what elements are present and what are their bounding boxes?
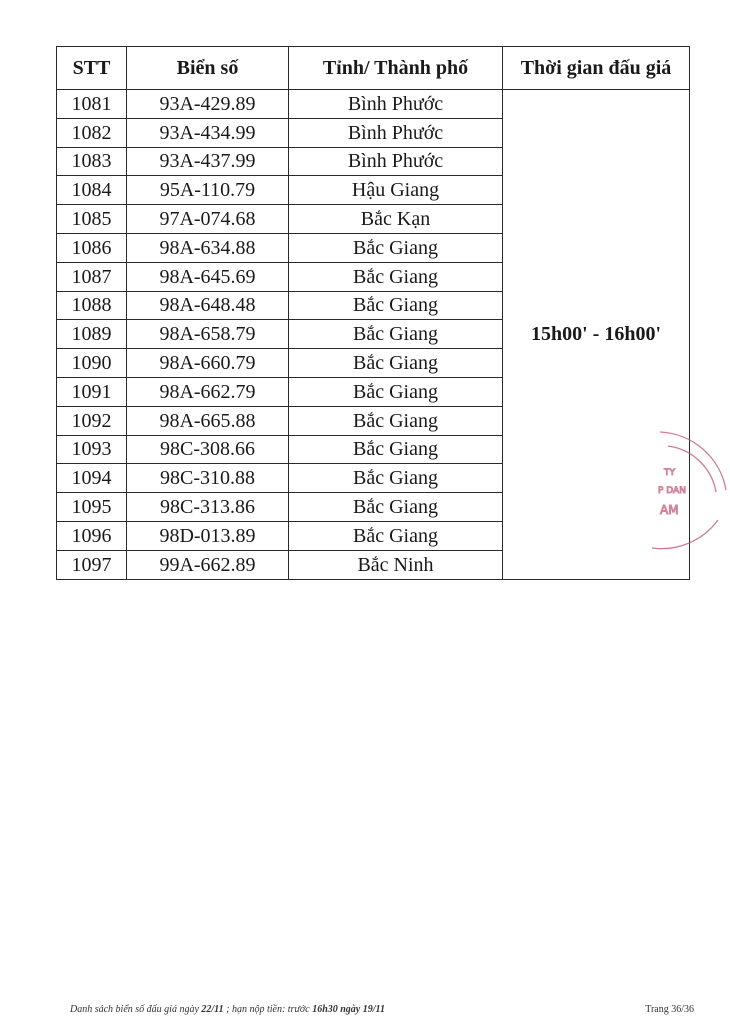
cell-stt: 1085	[57, 205, 127, 234]
footer-date: 22/11	[201, 1004, 224, 1015]
page-number: Trang 36/36	[645, 1004, 694, 1015]
cell-plate: 98A-662.79	[127, 377, 289, 406]
cell-auction-time: 15h00' - 16h00'	[503, 90, 690, 580]
cell-plate: 98A-648.48	[127, 291, 289, 320]
cell-stt: 1089	[57, 320, 127, 349]
footer-middle: ; hạn nộp tiền: trước	[223, 1004, 313, 1015]
stamp-mark: AM	[660, 503, 679, 517]
stamp-mark: TY	[664, 468, 675, 478]
cell-plate: 98A-634.88	[127, 233, 289, 262]
cell-stt: 1090	[57, 349, 127, 378]
cell-plate: 97A-074.68	[127, 205, 289, 234]
stamp-arc-bottom	[652, 520, 718, 549]
plate-auction-table	[56, 46, 690, 580]
company-seal-stamp	[648, 420, 730, 570]
stamp-mark: P DAN	[658, 486, 686, 496]
cell-province: Bắc Giang	[289, 262, 503, 291]
cell-stt: 1081	[57, 90, 127, 119]
header-time: Thời gian đấu giá	[503, 47, 690, 90]
cell-province: Bắc Giang	[289, 435, 503, 464]
header-stt: STT	[57, 47, 127, 90]
cell-province: Bắc Giang	[289, 233, 503, 262]
table-row	[57, 90, 690, 119]
cell-plate: 98D-013.89	[127, 521, 289, 550]
cell-stt: 1087	[57, 262, 127, 291]
cell-province: Bắc Giang	[289, 521, 503, 550]
cell-stt: 1088	[57, 291, 127, 320]
cell-plate: 93A-429.89	[127, 90, 289, 119]
cell-stt: 1097	[57, 550, 127, 579]
cell-province: Hậu Giang	[289, 176, 503, 205]
cell-province: Bắc Giang	[289, 320, 503, 349]
cell-stt: 1086	[57, 233, 127, 262]
cell-stt: 1091	[57, 377, 127, 406]
table-body	[57, 90, 690, 580]
cell-plate: 98A-660.79	[127, 349, 289, 378]
stamp-arc	[660, 432, 726, 490]
cell-stt: 1092	[57, 406, 127, 435]
cell-province: Bắc Giang	[289, 493, 503, 522]
cell-stt: 1093	[57, 435, 127, 464]
header-plate: Biển số	[127, 47, 289, 90]
cell-plate: 99A-662.89	[127, 550, 289, 579]
cell-plate: 95A-110.79	[127, 176, 289, 205]
cell-plate: 98C-313.86	[127, 493, 289, 522]
footer-deadline: 16h30 ngày 19/11	[312, 1004, 385, 1015]
cell-plate: 98A-665.88	[127, 406, 289, 435]
cell-province: Bình Phước	[289, 90, 503, 119]
cell-plate: 98C-308.66	[127, 435, 289, 464]
cell-stt: 1082	[57, 118, 127, 147]
footer-prefix: Danh sách biển số đấu giá ngày	[70, 1004, 202, 1015]
cell-stt: 1096	[57, 521, 127, 550]
cell-province: Bình Phước	[289, 147, 503, 176]
cell-province: Bắc Giang	[289, 377, 503, 406]
cell-plate: 93A-437.99	[127, 147, 289, 176]
cell-province: Bắc Giang	[289, 406, 503, 435]
cell-province: Bắc Kạn	[289, 205, 503, 234]
cell-stt: 1083	[57, 147, 127, 176]
cell-province: Bắc Giang	[289, 291, 503, 320]
cell-plate: 98C-310.88	[127, 464, 289, 493]
cell-province: Bình Phước	[289, 118, 503, 147]
cell-province: Bắc Giang	[289, 349, 503, 378]
cell-plate: 93A-434.99	[127, 118, 289, 147]
cell-province: Bắc Giang	[289, 464, 503, 493]
cell-stt: 1094	[57, 464, 127, 493]
cell-plate: 98A-645.69	[127, 262, 289, 291]
header-province: Tỉnh/ Thành phố	[289, 47, 503, 90]
footer-note	[70, 1004, 385, 1015]
table-header-row	[57, 47, 690, 90]
cell-plate: 98A-658.79	[127, 320, 289, 349]
cell-stt: 1084	[57, 176, 127, 205]
cell-province: Bắc Ninh	[289, 550, 503, 579]
cell-stt: 1095	[57, 493, 127, 522]
